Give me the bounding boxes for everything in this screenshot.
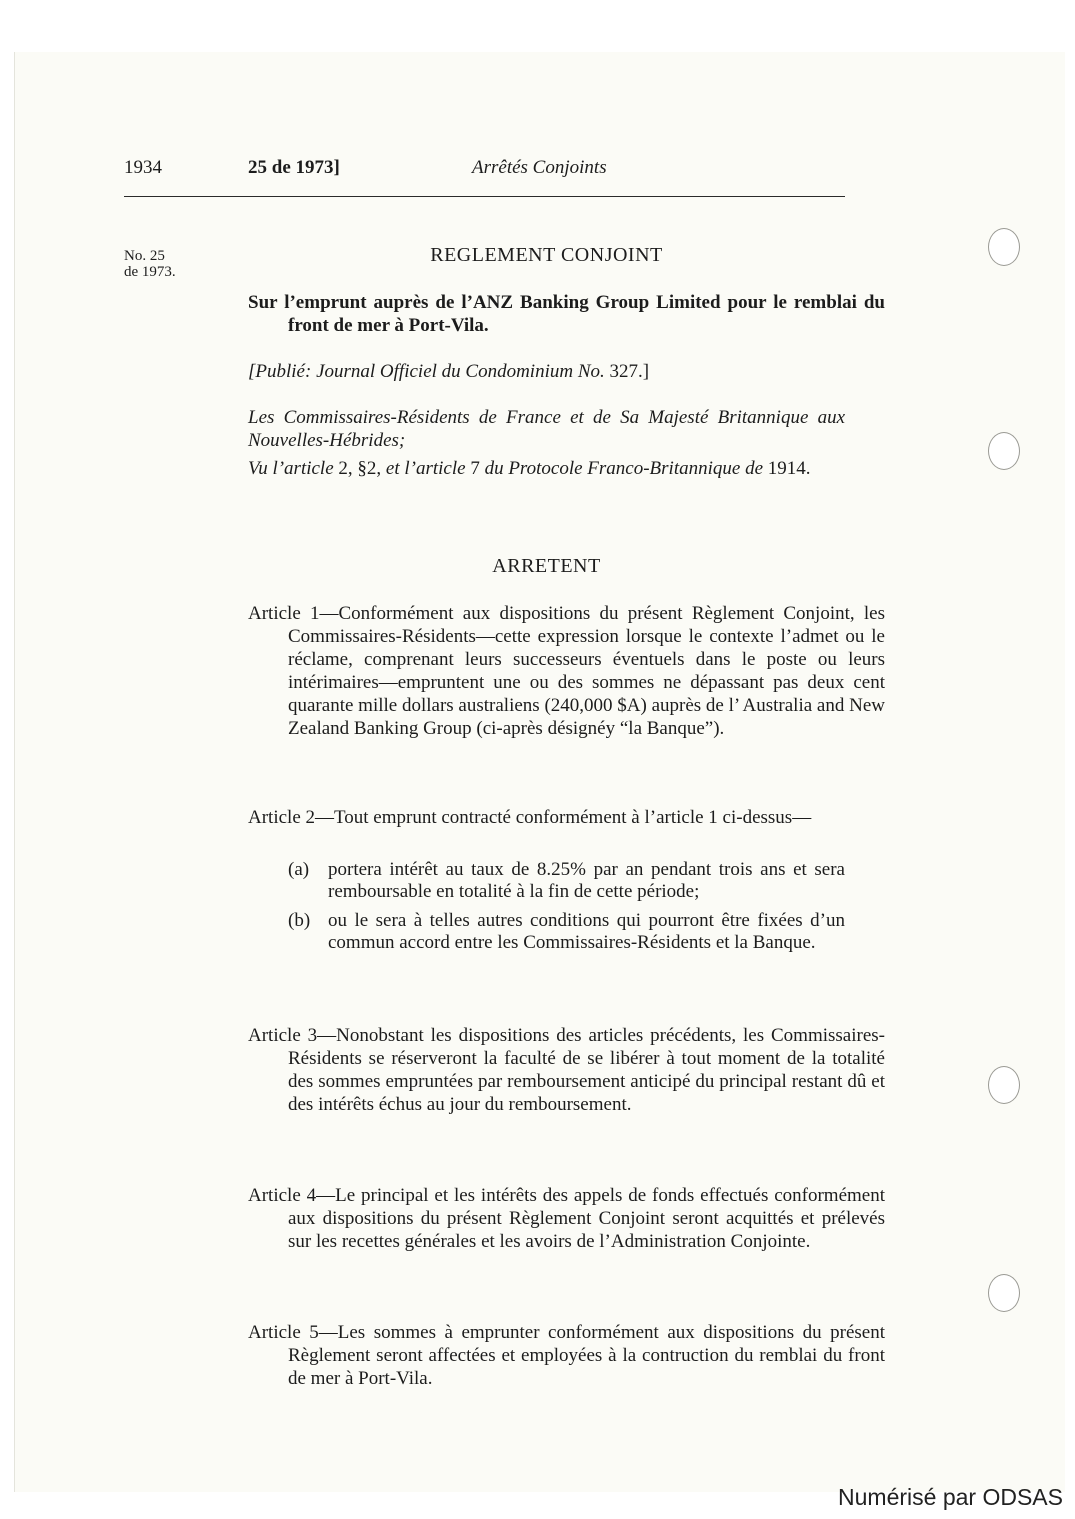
margin-note-year: de 1973. xyxy=(124,264,176,280)
publication-number: 327.] xyxy=(604,361,650,382)
item-label: (b) xyxy=(288,910,311,931)
digitization-credit: Numérisé par ODSAS xyxy=(838,1484,1063,1510)
article-1: Article 1—Conformément aux dispositions du présent Règlement Conjoint, les Commissaires-Résidents—cette expression lorsque le contexte l’admet ou le réclame, comprenant leurs successeurs éventuels dans le poste ou leurs intérimaires—empruntent une ou des sommes ne dépassant pas deux cent quarante mille dollars australiens (240,000 $A) auprès de l’ Australia and New Zealand Banking Group (ci-après désignéy “la Banque”). xyxy=(248,603,885,739)
article-2: Article 2—Tout emprunt contracté conformément à l’article 1 ci-dessus— xyxy=(248,807,812,828)
item-text: portera intérêt au taux de 8.25% par an pendant trois ans et sera remboursable en totalité à la fin de cette période; xyxy=(328,859,845,902)
page-number: 1934 xyxy=(124,157,162,178)
margin-note xyxy=(124,248,176,280)
preamble-year: 1914. xyxy=(763,458,811,479)
article-5: Article 5—Les sommes à emprunter conformément aux dispositions du présent Règlement seront affectées et employées à la contruction du remblai du front de mer à Port-Vila. xyxy=(248,1322,885,1389)
article-4: Article 4—Le principal et les intérêts des appels de fonds effectués conformément aux dispositions du présent Règlement Conjoint seront acquittés et prélevés sur les recettes générales et les avoirs de l’Administration Conjointe. xyxy=(248,1185,885,1252)
preamble-text: du Protocole Franco-Britannique de xyxy=(484,458,764,479)
punch-hole xyxy=(988,228,1020,266)
preamble-ref: 7 xyxy=(465,458,485,479)
preamble-text: Vu l’article xyxy=(248,458,334,479)
preamble-text: et l’article xyxy=(385,458,466,479)
document-title: REGLEMENT CONJOINT xyxy=(430,244,663,266)
header-section-title: Arrêtés Conjoints xyxy=(472,157,607,178)
item-text: ou le sera à telles autres conditions qui pourront être fixées d’un commun accord entre les Commissaires-Résidents et la Banque. xyxy=(328,910,845,953)
margin-note-number: No. 25 xyxy=(124,248,165,264)
decision-heading: ARRETENT xyxy=(492,555,601,577)
item-label: (a) xyxy=(288,859,310,880)
article-2-item-a xyxy=(288,859,845,903)
preamble-line-2 xyxy=(248,457,845,480)
article-3: Article 3—Nonobstant les dispositions des articles précédents, les Commissaires-Résidents se réserveront la faculté de se libérer à tout moment de la totalité des sommes empruntées par remboursement anticipé du principal restant dû et des intérêts échus au jour du remboursement. xyxy=(248,1025,885,1115)
publication-prefix: [Publié: Journal Officiel du Condominium No. xyxy=(248,361,605,382)
preamble-ref: 2, §2, xyxy=(333,458,386,479)
punch-hole xyxy=(988,1274,1020,1312)
publication-note xyxy=(248,360,845,383)
header-reference: 25 de 1973] xyxy=(248,157,340,178)
header-rule xyxy=(124,196,845,197)
punch-hole xyxy=(988,1066,1020,1104)
document-subtitle: Sur l’emprunt auprès de l’ANZ Banking Group Limited pour le remblai du front de mer à Port-Vila. xyxy=(248,292,885,336)
punch-hole xyxy=(988,432,1020,470)
article-2-item-b xyxy=(288,910,845,954)
preamble-line-1: Les Commissaires-Résidents de France et de Sa Majesté Britannique aux Nouvelles-Hébrides; xyxy=(248,407,845,451)
